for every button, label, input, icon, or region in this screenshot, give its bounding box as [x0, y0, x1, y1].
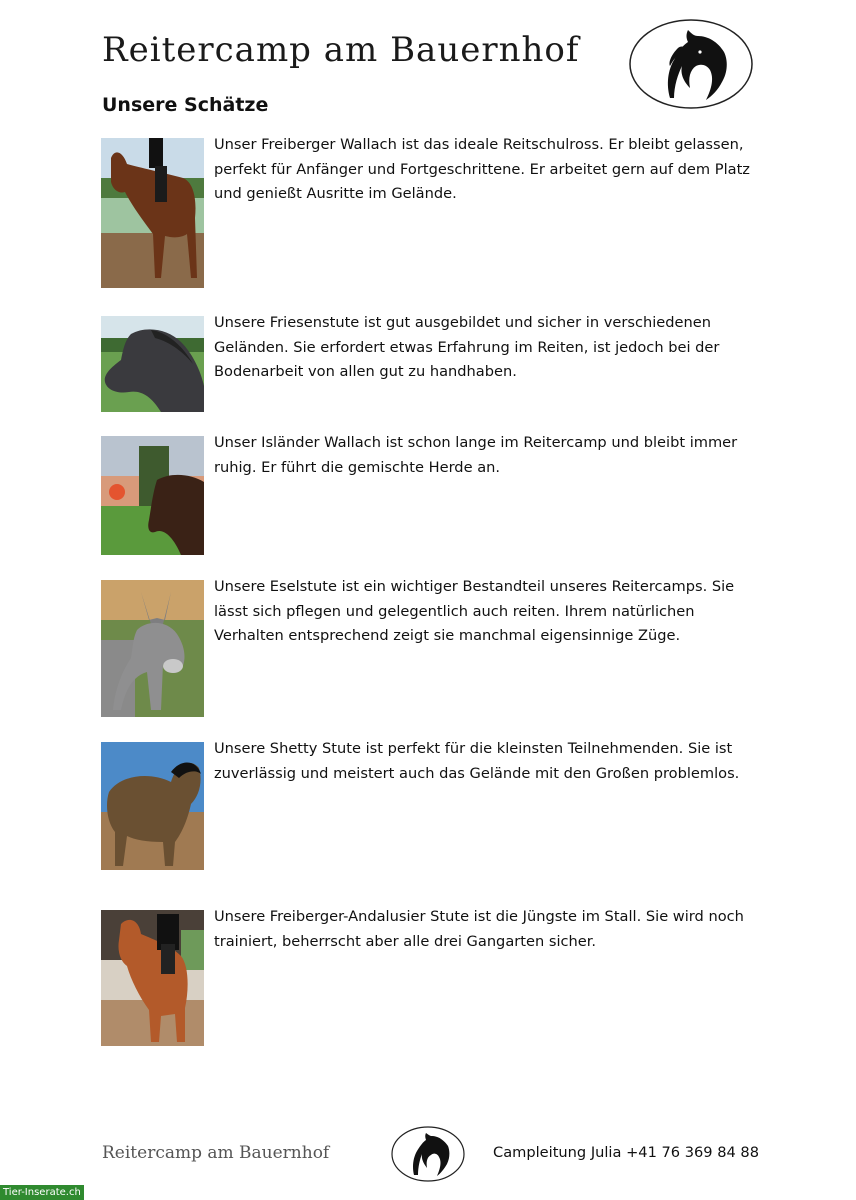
horse-photo-andalusier [101, 910, 204, 1046]
horse-photo-islaender [101, 436, 204, 555]
horse-photo-freiberger [101, 138, 204, 288]
footer-contact: Campleitung Julia +41 76 369 84 88 [493, 1144, 759, 1161]
horse-description-friese: Unsere Friesenstute ist gut ausgebildet und sicher in verschiedenen Geländen. Sie erfordert etwas Erfahrung im Reiten, ist jedoch bei der Bodenarbeit von allen gut zu handhaben. [214, 314, 720, 380]
horse-head-footer-logo-icon [390, 1125, 466, 1183]
horse-description-andalusier: Unsere Freiberger-Andalusier Stute ist die Jüngste im Stall. Sie wird noch trainiert, beherrscht aber alle drei Gangarten sicher. [214, 908, 744, 950]
horse-photo-esel [101, 580, 204, 717]
footer-camp-name: Reitercamp am Bauernhof [102, 1143, 330, 1163]
horse-photo-friese [101, 316, 204, 412]
section-heading: Unsere Schätze [102, 94, 269, 116]
horse-description-esel: Unsere Eselstute ist ein wichtiger Bestandteil unseres Reitercamps. Sie lässt sich pflegen und gelegentlich auch reiten. Ihrem natürlichen Verhalten entsprechend zeigt sie manchmal eigensinnige Züge. [214, 578, 735, 644]
horse-head-logo-icon [628, 18, 754, 110]
page-title: Reitercamp am Bauernhof [102, 30, 580, 70]
watermark-link[interactable]: Tier-Inserate.ch [0, 1185, 84, 1200]
horse-description-shetty: Unsere Shetty Stute ist perfekt für die kleinsten Teilnehmenden. Sie ist zuverlässig und meistert auch das Gelände mit den Großen problemlos. [214, 740, 740, 782]
horse-description-freiberger: Unser Freiberger Wallach ist das ideale Reitschulross. Er bleibt gelassen, perfekt für Anfänger und Fortgeschrittene. Er arbeitet gern auf dem Platz und genießt Ausritte im Gelände. [214, 136, 750, 202]
horse-photo-shetty [101, 742, 204, 870]
horse-description-islaender: Unser Isländer Wallach ist schon lange im Reitercamp und bleibt immer ruhig. Er führt die gemischte Herde an. [214, 434, 738, 476]
